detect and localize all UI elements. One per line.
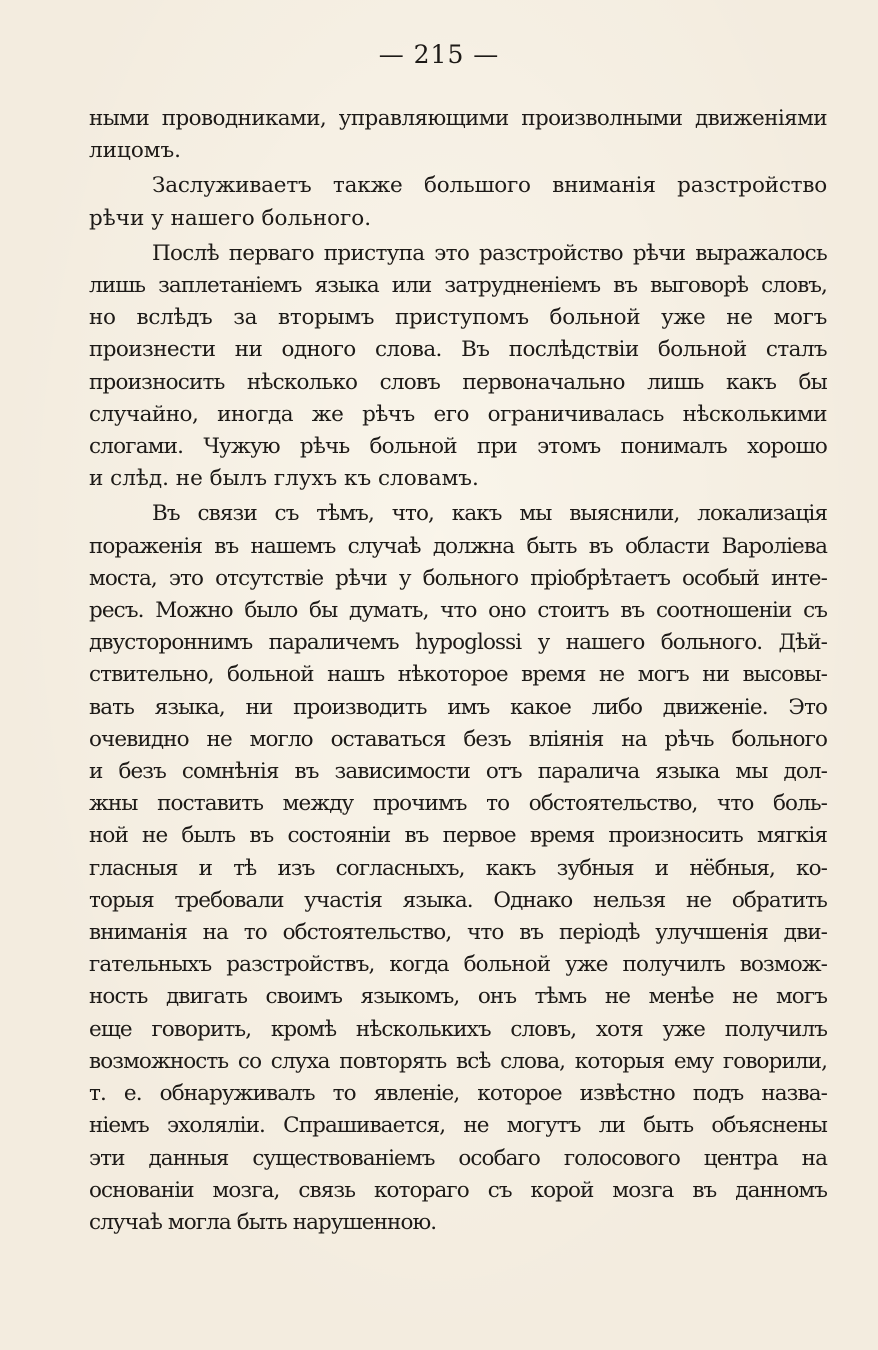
paragraph-1 (89, 103, 827, 167)
text-line: Въ связи съ тѣмъ, что, какъ мы выяснили, локализація (152, 501, 827, 527)
text-line: ной не былъ въ состояніи въ первое время произносить мягкія (89, 823, 827, 849)
text-line: т. е. обнаруживалъ то явленіе, которое извѣстно подъ назва- (89, 1081, 827, 1107)
text-line: еще говорить, кромѣ нѣсколькихъ словъ, хотя уже получилъ (89, 1016, 827, 1042)
text-line: торыя требовали участія языка. Однако нельзя не обратить (89, 887, 827, 913)
text-line: вниманія на то обстоятельство, что въ періодѣ улучшенія дви- (89, 920, 827, 946)
text-line: случайно, иногда же рѣчъ его ограничивалась нѣсколькими (89, 401, 827, 427)
text-line: ніемъ эхоляліи. Спрашивается, не могутъ ли быть объяснены (89, 1113, 827, 1139)
text-line: рѣчи у нашего больного. (89, 205, 372, 231)
text-line: произносить нѣсколько словъ первоначально лишь какъ бы (89, 369, 827, 395)
text-line: гласныя и тѣ изъ согласныхъ, какъ зубныя и нёбныя, ко- (89, 855, 827, 881)
text-line: пораженія въ нашемъ случаѣ должна быть въ области Вароліева (89, 533, 827, 559)
text-line: Послѣ перваго приступа это разстройство рѣчи выражалось (152, 240, 827, 266)
text-line: ствительно, больной нашъ нѣкоторое время не могъ ни высовы- (89, 662, 827, 688)
text-line: лицомъ. (89, 138, 181, 164)
text-line: ными проводниками, управляющими произволными движеніями (89, 106, 827, 131)
text-line: и слѣд. не былъ глухъ къ словамъ. (89, 466, 479, 492)
paragraph-4 (89, 498, 827, 1239)
text-line: произнести ни одного слова. Въ послѣдствіи больной сталъ (89, 337, 827, 363)
text-line: очевидно не могло оставаться безъ вліянія на рѣчь больного (89, 726, 827, 752)
page-number: — 215 — (378, 40, 500, 69)
text-line: и безъ сомнѣнія въ зависимости отъ паралича языка мы дол- (89, 759, 827, 785)
text-line: ресъ. Можно было бы думать, что оно стоитъ въ соотношеніи съ (89, 598, 827, 624)
text-line: двустороннимъ параличемъ hypoglossi у нашего больного. Дѣй- (89, 630, 827, 656)
text-line: случаѣ могла быть нарушенною. (89, 1209, 437, 1235)
paragraph-2 (89, 170, 827, 234)
paragraph-3 (89, 238, 827, 496)
text-line: возможность со слуха повторять всѣ слова, которыя ему говорили, (89, 1048, 827, 1074)
text-line: вать языка, ни производить имъ какое либо движеніе. Это (89, 694, 827, 720)
text-line: но вслѣдъ за вторымъ приступомъ больной уже не могъ (89, 305, 827, 331)
text-line: моста, это отсутствіе рѣчи у больного пріобрѣтаетъ особый инте- (89, 565, 827, 591)
text-line: жны поставить между прочимъ то обстоятельство, что боль- (89, 791, 827, 817)
text-line: слогами. Чужую рѣчь больной при этомъ понималъ хорошо (89, 434, 827, 460)
text-line: основаніи мозга, связь котораго съ корой мозга въ данномъ (89, 1177, 827, 1203)
text-line: эти данныя существованіемъ особаго голосового центра на (89, 1145, 827, 1171)
text-line: лишь заплетаніемъ языка или затрудненіемъ въ выговорѣ словъ, (89, 273, 827, 299)
text-line: ность двигать своимъ языкомъ, онъ тѣмъ не менѣе не могъ (89, 984, 827, 1010)
text-line: Заслуживаетъ также большого вниманія разстройство (152, 173, 827, 199)
text-line: гательныхъ разстройствъ, когда больной уже получилъ возмож- (89, 952, 827, 978)
body-text (89, 103, 827, 1239)
